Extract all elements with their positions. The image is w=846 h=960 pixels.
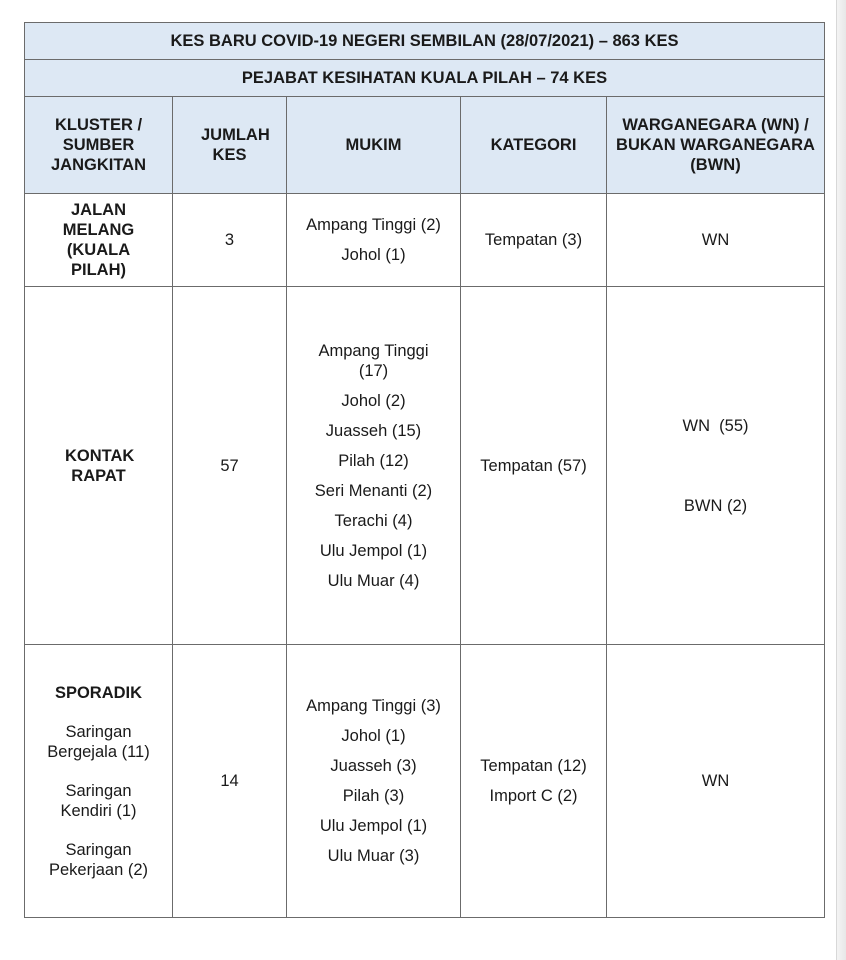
mukim-item: Juasseh (15) [325, 421, 422, 440]
mukim-cell [287, 194, 461, 287]
header-warganegara: WARGANEGARA (WN) / BUKAN WARGANEGARA (BWN) [607, 97, 825, 194]
wn-cell [607, 645, 825, 918]
table-title: KES BARU COVID-19 NEGERI SEMBILAN (28/07/2021) – 863 KES [25, 23, 825, 60]
covid-cases-table [24, 22, 825, 918]
kluster-cell: JALAN MELANG (KUALA PILAH) [25, 194, 173, 287]
wn-item: WN [701, 231, 730, 249]
jumlah-cell: 57 [173, 287, 287, 645]
page-edge-shadow [836, 0, 846, 960]
mukim-item: Ampang Tinggi (3) [306, 697, 441, 715]
mukim-cell [287, 645, 461, 918]
kategori-cell [461, 194, 607, 287]
jumlah-cell: 14 [173, 645, 287, 918]
table-row [25, 194, 825, 287]
kategori-item: Tempatan (3) [484, 231, 583, 249]
kluster-title: SPORADIK [54, 683, 143, 702]
header-kluster: KLUSTER / SUMBER JANGKITAN [25, 97, 173, 194]
kluster-cell: KONTAK RAPAT [25, 287, 173, 645]
mukim-item: Juasseh (3) [330, 757, 417, 775]
header-kategori: KATEGORI [461, 97, 607, 194]
mukim-item: Seri Menanti (2) [314, 481, 433, 500]
mukim-item: Terachi (4) [334, 511, 413, 530]
kluster-sub-item: Saringan Bergejala (11) [47, 722, 150, 761]
kategori-item: Import C (2) [489, 787, 578, 805]
table-subtitle: PEJABAT KESIHATAN KUALA PILAH – 74 KES [25, 60, 825, 97]
kluster-sub-item: Saringan Pekerjaan (2) [48, 840, 149, 879]
header-jumlah: JUMLAH KES [173, 97, 287, 194]
header-mukim: MUKIM [287, 97, 461, 194]
header-row [25, 97, 825, 194]
mukim-cell [287, 287, 461, 645]
wn-cell [607, 194, 825, 287]
wn-item: WN [701, 772, 730, 790]
wn-item: BWN (2) [683, 496, 748, 515]
mukim-item: Ulu Jempol (1) [319, 541, 428, 560]
kluster-cell [25, 645, 173, 918]
mukim-item: Ulu Jempol (1) [319, 817, 428, 835]
mukim-item: Ulu Muar (4) [327, 571, 420, 590]
mukim-item: Johol (1) [341, 246, 406, 264]
jumlah-cell: 3 [173, 194, 287, 287]
mukim-item: Pilah (12) [338, 451, 409, 470]
table-row [25, 287, 825, 645]
mukim-item: Johol (2) [341, 391, 406, 410]
mukim-item: Ampang Tinggi (2) [306, 216, 441, 234]
title-row [25, 23, 825, 60]
mukim-item: Pilah (3) [342, 787, 405, 805]
mukim-item: Ampang Tinggi (17) [318, 341, 429, 380]
kategori-cell [461, 287, 607, 645]
kategori-item: Tempatan (57) [480, 456, 587, 475]
kategori-item: Tempatan (12) [480, 757, 587, 775]
mukim-item: Johol (1) [341, 727, 406, 745]
subtitle-row [25, 60, 825, 97]
mukim-item: Ulu Muar (3) [327, 847, 420, 865]
wn-item: WN (55) [682, 416, 749, 435]
wn-cell [607, 287, 825, 645]
kluster-sub-item: Saringan Kendiri (1) [60, 781, 137, 820]
table-row [25, 645, 825, 918]
kategori-cell [461, 645, 607, 918]
